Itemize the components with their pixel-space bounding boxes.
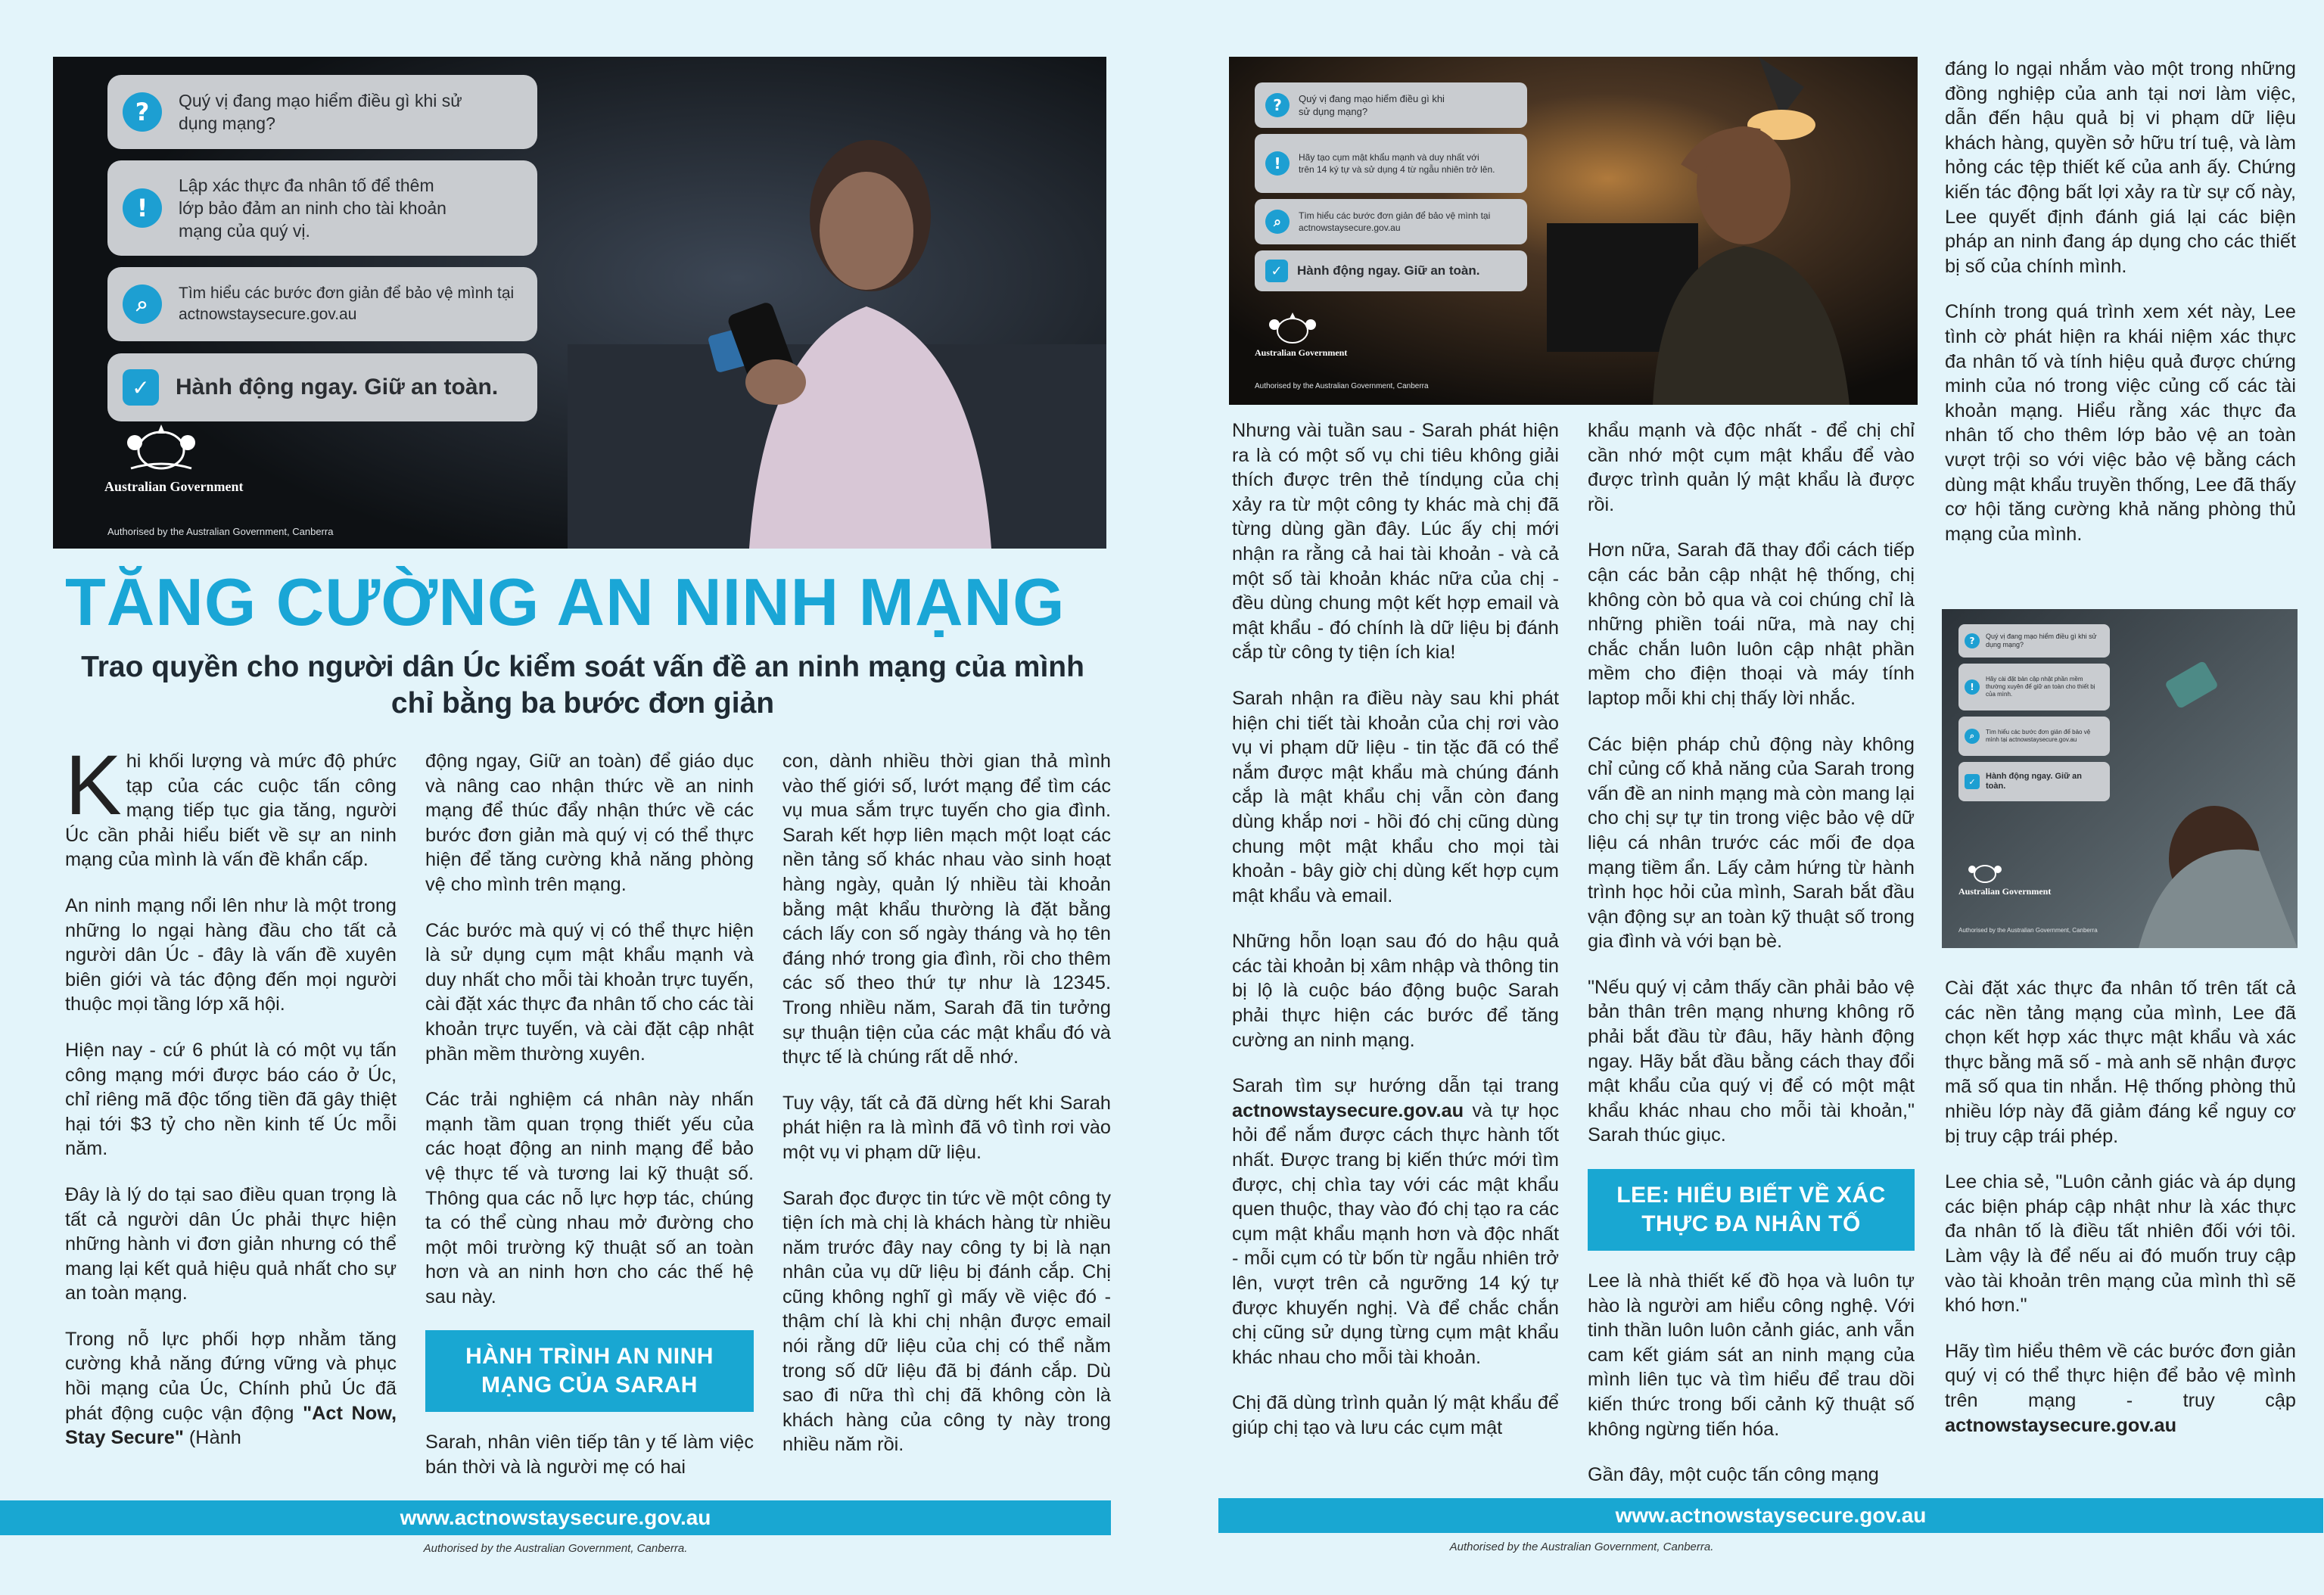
paragraph: Cài đặt xác thực đa nhân tố trên tất cả các nền tảng mạng của mình, Lee đã chọn kết hợp xác thực mật khẩu và xác thực bằng mã số - mà anh sẽ nhận được mã số qua tin nhắn. Hệ thống phòng thủ nhiều lớp này đã giảm đáng kể nguy cơ bị truy cập trái phép. bbox=[1945, 978, 2296, 1147]
paragraph: Nhưng vài tuần sau - Sarah phát hiện ra là có một số vụ chi tiêu không giải thích được trên thẻ tíndụng của chị xảy ra từ một công ty khác mà chị đã từng dùng gần đây. Lúc ấy chị mới nhận ra rằng cả hai tài khoản - và cả một số tài khoản khác nữa của chị - đều dùng chung một kết hợp email và mật khẩu - đó chính là dữ liệu bị đánh cắp từ công ty tiện ích kia! bbox=[1232, 420, 1559, 664]
right-ad-authorised-text: Authorised by the Australian Government, Canberra bbox=[1255, 382, 1429, 390]
left-ad-search-box: ⌕ Tìm hiểu các bước đơn giản để bảo vệ mình tại actnowstaysecure.gov.au bbox=[107, 267, 537, 341]
left-page bbox=[0, 0, 1150, 1595]
shield-check-icon: ✓ bbox=[1265, 260, 1288, 282]
paragraph: Sarah đọc được tin tức về một công ty tiện ích mà chị là khách hàng từ nhiều năm trước đây nay công ty bị là nạn nhân của vụ dữ liệu bị đánh cắp. Chị cũng không nghĩ gì mấy về việc đó - thậm chí là khi chị nhận được email nói rằng dữ liệu của chị có thể nằm trong số dữ liệu đã bị đánh cắp. Dù sao đi nữa thì chị đã không còn là khách hàng của công ty này trong nhiều năm rồi. bbox=[782, 1187, 1111, 1456]
left-ad-gov-logo: Australian Government bbox=[104, 420, 244, 495]
section-heading-lee: LEE: HIỂU BIẾT VỀ XÁC THỰC ĐA NHÂN TỐ bbox=[1588, 1169, 1915, 1251]
paragraph: đáng lo ngại nhắm vào một trong những đồng nghiệp của anh tại nơi làm việc, dẫn đến hậu quả bị vi phạm dữ liệu khách hàng, quyền sở hữu trí tuệ, và làm hỏng các tệp thiết kế của anh ấy. Chứng kiến tác động bất lợi xảy ra từ sự cố này, Lee quyết định đánh giá lại các biện pháp an ninh đang áp dụng cho các thiết bị số của chính mình. bbox=[1945, 58, 2296, 277]
page-subtitle: Trao quyền cho người dân Úc kiểm soát vấn đề an ninh mạng của mình chỉ bằng ba bước đơn giản bbox=[81, 651, 1084, 720]
right-ad-gov-logo: Australian Government bbox=[1255, 309, 1347, 359]
search-icon: ⌕ bbox=[123, 284, 162, 324]
paragraph: An ninh mạng nổi lên như là một trong những lo ngại hàng đầu cho tất cả người dân Úc - đây là vấn đề xuyên biên giới và tác động đến mọi người thuộc mọi tầng lớp xã hội. bbox=[65, 894, 397, 1015]
paragraph: Những hỗn loạn sau đó do hậu quả các tài khoản bị xâm nhập và thông tin bị lộ là cuộc báo động buộc Sarah phải thực hiện các bước để tăng cường an ninh mạng. bbox=[1232, 931, 1559, 1051]
footer-authorised-text: Authorised by the Australian Government, Canberra. bbox=[423, 1542, 688, 1555]
paragraph: Sarah tìm sự hướng dẫn tại trang actnowstaysecure.gov.au và tự học hỏi để nắm được cách thực hành tốt nhất. Được trang bị kiến thức mới tìm được, chị chìa tay với các mật khẩu quen thuộc, thay vào đó chị tạo ra các cụm mật khẩu mạnh hơn và độc nhất - mỗi cụm có từ bốn từ ngẫu nhiên trở lên, vượt trên cả ngưỡng 14 ký tự được khuyến nghị. Và để chắc chắn chị cũng sử dụng từng cụm mật khẩu khác nhau cho mỗi tài khoản. bbox=[1232, 1075, 1559, 1368]
search-icon: ⌕ bbox=[1265, 210, 1290, 234]
left-ad-photo bbox=[53, 57, 1106, 549]
question-icon: ? bbox=[1265, 93, 1290, 117]
right-ad-search-box: ⌕ Tìm hiểu các bước đơn giản để bảo vệ mình tại actnowstaysecure.gov.au bbox=[1255, 199, 1527, 244]
section-heading-sarah: HÀNH TRÌNH AN NINH MẠNG CỦA SARAH bbox=[425, 1330, 754, 1412]
paragraph: Hơn nữa, Sarah đã thay đổi cách tiếp cận các bản cập nhật hệ thống, chị không còn bỏ qua và coi chúng chỉ là những phiền toái nữa, mà nay chị chắc chắn luôn luôn cập nhật phần mềm cho điện thoại và máy tính laptop mỗi khi chị thấy lời nhắc. bbox=[1588, 539, 1915, 709]
search-icon: ⌕ bbox=[1965, 729, 1980, 744]
paragraph: Chị đã dùng trình quản lý mật khẩu để giúp chị tạo và lưu các cụm mật bbox=[1232, 1392, 1559, 1438]
small-ad-act-box: ✓ Hành động ngay. Giữ an toàn. bbox=[1958, 762, 2110, 801]
dropcap: K bbox=[65, 738, 122, 832]
paragraph: Đây là lý do tại sao điều quan trọng là tất cả người dân Úc phải thực hiện những hành vi đơn giản nhưng có thể mang lại kết quả hiệu quả nhất cho sự an toàn mạng. bbox=[65, 1183, 397, 1304]
right-page bbox=[1181, 0, 2324, 1595]
paragraph: Các biện pháp chủ động này không chỉ củng cố khả năng của Sarah trong vấn đề an ninh mạng mà còn mang lại cho chị sự tự tin trong việc bảo vệ dữ liệu cá nhân trước các mối đe dọa mạng tiềm ẩn. Lấy cảm hứng từ hành trình học hỏi của mình, Sarah bắt đầu vận động sự an toàn kỹ thuật số trong gia đình và với bạn bè. bbox=[1588, 733, 1915, 953]
right-ad-photo bbox=[1229, 57, 1918, 405]
paragraph: con, dành nhiều thời gian thả mình vào thế giới số, lướt mạng để tìm các vụ mua sắm trực tuyến cho gia đình. Sarah kết hợp liên mạch một loạt các nền tảng số khác nhau vào sinh hoạt hàng ngày, quản lý nhiều tài khoản bằng mật khẩu thường là đặt bằng cách lấy con số ngày tháng và họ tên đáng nhớ trong gia đình, rồi cho thêm các số theo thứ tự như là 12345. Trong nhiều năm, Sarah đã tin tưởng sự thuận tiện của các mật khẩu đó và thực tế là chúng rất dễ nhớ. bbox=[782, 751, 1111, 1068]
paragraph: Trong nỗ lực phối hợp nhằm tăng cường khả năng đứng vững và phục hồi mạng của Úc, Chính phủ Úc đã phát động cuộc vận động "Act Now, Stay Secure" (Hành bbox=[65, 1328, 397, 1449]
page-title: TĂNG CƯỜNG AN NINH MẠNG bbox=[65, 564, 1066, 639]
paragraph: Sarah, nhân viên tiếp tân y tế làm việc bán thời và là người mẹ có hai bbox=[425, 1432, 754, 1478]
small-ad-photo bbox=[1942, 609, 2298, 948]
link-actnowstaysecure[interactable]: actnowstaysecure.gov.au bbox=[1945, 1414, 2177, 1436]
right-ad-question-box: ? Quý vị đang mạo hiểm điều gì khi sử dụng mạng? bbox=[1255, 82, 1527, 128]
right-ad-act-box: ✓ Hành động ngay. Giữ an toàn. bbox=[1255, 250, 1527, 291]
exclamation-icon: ! bbox=[123, 188, 162, 228]
right-ad-passphrase-box: ! Hãy tạo cụm mật khẩu mạnh và duy nhất với trên 14 ký tự và sử dụng 4 từ ngẫu nhiên trở lên. bbox=[1255, 134, 1527, 193]
left-ad-authorised-text: Authorised by the Australian Government, Canberra bbox=[107, 526, 334, 537]
small-ad-search-box: ⌕ Tìm hiểu các bước đơn giản để bảo vệ mình tại actnowstaysecure.gov.au bbox=[1958, 717, 2110, 756]
paragraph: khẩu mạnh và độc nhất - để chị chỉ cần nhớ một cụm mật khẩu để vào được trình quản lý mật khẩu là được rồi. bbox=[1588, 420, 1915, 515]
exclamation-icon: ! bbox=[1965, 679, 1980, 695]
paragraph: Khi khối lượng và mức độ phức tạp của các cuộc tấn công mạng tiếp tục gia tăng, người Úc cần phải hiểu biết về sự an ninh mạng của mình là vấn đề khẩn cấp. bbox=[65, 738, 397, 871]
shield-check-icon: ✓ bbox=[123, 369, 159, 406]
article-column-4 bbox=[1232, 418, 1559, 1441]
left-ad-question-box: ? Quý vị đang mạo hiểm điều gì khi sử dụng mạng? bbox=[107, 75, 537, 149]
paragraph: động ngay, Giữ an toàn) để giáo dục và nâng cao nhận thức về an ninh mạng để thúc đẩy nhận thức về các bước đơn giản mà quý vị có thể thực hiện để tăng cường khả năng phòng vệ cho mình trên mạng. bbox=[425, 751, 754, 895]
left-ad-mfa-box: ! Lập xác thực đa nhân tố để thêm lớp bảo đảm an ninh cho tài khoản mạng của quý vị. bbox=[107, 160, 537, 256]
link-actnowstaysecure[interactable]: actnowstaysecure.gov.au bbox=[1232, 1099, 1464, 1121]
paragraph: Hãy tìm hiểu thêm về các bước đơn giản quý vị có thể thực hiện để bảo vệ mình trên mạng - truy cập actnowstaysecure.gov.au bbox=[1945, 1340, 2296, 1436]
footer-url-link[interactable]: www.actnowstaysecure.gov.au bbox=[1218, 1498, 2323, 1533]
question-icon: ? bbox=[1965, 633, 1980, 648]
paragraph: Lee chia sẻ, "Luôn cảnh giác và áp dụng các biện pháp cập nhật như là xác thực đa nhân tố là điều tất nhiên đối với tôi. Làm vậy là để nếu ai đó muốn truy cập vào tài khoản trên mạng của mình thì sẽ khó hơn." bbox=[1945, 1171, 2296, 1317]
paragraph: Gần đây, một cuộc tấn công mạng bbox=[1588, 1464, 1879, 1486]
shield-check-icon: ✓ bbox=[1965, 774, 1980, 789]
left-ad-act-box: ✓ Hành động ngay. Giữ an toàn. bbox=[107, 353, 537, 421]
article-column-2 bbox=[425, 749, 754, 1480]
coat-of-arms-icon bbox=[104, 420, 218, 474]
small-ad-update-box: ! Hãy cài đặt bản cập nhật phần mềm thường xuyên để giữ an toàn cho thiết bị của mình. bbox=[1958, 664, 2110, 710]
small-ad-authorised-text: Authorised by the Australian Government, Canberra bbox=[1958, 927, 2098, 934]
article-column-6b bbox=[1945, 976, 2296, 1438]
small-ad-gov-logo: Australian Government bbox=[1958, 859, 2051, 897]
coat-of-arms-icon bbox=[1958, 859, 2011, 886]
small-ad-question-box: ? Quý vị đang mạo hiểm điều gì khi sử dụng mạng? bbox=[1958, 624, 2110, 658]
article-column-5 bbox=[1588, 418, 1915, 1488]
paragraph: "Nếu quý vị cảm thấy cần phải bảo vệ bản thân trên mạng nhưng không rõ phải bắt đầu từ đâu, hãy hành động ngay. Hãy bắt đầu bằng cách thay đổi mật khẩu của quý vị để có một mật khẩu khác nhau cho mỗi tài khoản," Sarah thúc giục. bbox=[1588, 976, 1915, 1146]
paragraph: Lee là nhà thiết kế đồ họa và luôn tự hào là người am hiểu công nghệ. Với tinh thần luôn luôn cảnh giác, anh vẫn cam kết giám sát an ninh mạng của mình liên tục và tìm hiểu để trau dồi kiến thức trong bối cảnh kỹ thuật số không ngừng tiến hóa. bbox=[1588, 1270, 1915, 1440]
paragraph: Chính trong quá trình xem xét này, Lee tình cờ phát hiện ra khái niệm xác thực đa nhân tố và tính hiệu quả được chứng minh của nó trong việc củng cố các tài khoản mạng. Hiểu rằng xác thực đa nhân tố cho thêm lớp bảo vệ an toàn vượt trội so với việc bảo vệ bằng cách dùng mật khẩu truyền thống, Lee đã thấy cơ hội tăng cường khả năng phòng thủ mạng của mình. bbox=[1945, 301, 2296, 545]
footer-url-link[interactable]: www.actnowstaysecure.gov.au bbox=[0, 1500, 1111, 1535]
footer-authorised-text: Authorised by the Australian Government, Canberra. bbox=[1449, 1541, 1714, 1553]
coat-of-arms-icon bbox=[1255, 309, 1330, 347]
exclamation-icon: ! bbox=[1265, 151, 1290, 176]
paragraph: Tuy vậy, tất cả đã dừng hết khi Sarah phát hiện ra là mình đã vô tình rơi vào một vụ vi phạm dữ liệu. bbox=[782, 1092, 1111, 1163]
article-column-3 bbox=[782, 749, 1111, 1457]
paragraph: Các trải nghiệm cá nhân này nhấn mạnh tầm quan trọng thiết yếu của các hoạt động an ninh mạng để bảo vệ thực tế và tương lai kỹ thuật số. Thông qua các nỗ lực hợp tác, chúng ta có thể cùng nhau mở đường cho một môi trường kỹ thuật số an toàn hơn và an ninh hơn cho các thế hệ sau này. bbox=[425, 1089, 754, 1307]
paragraph: Sarah nhận ra điều này sau khi phát hiện chi tiết tài khoản của chị rơi vào vụ vi phạm dữ liệu - tin tặc đã có thể nắm được mật khẩu mà chúng đánh cắp là mật khẩu chị vẫn còn đang dùng khắp nơi - hồi đó chị cũng dùng chung một mật khẩu cho mọi tài khoản - bây giờ chị dùng kết hợp cụm mật khẩu và email. bbox=[1232, 687, 1559, 906]
article-column-6 bbox=[1945, 57, 2296, 546]
article-column-1 bbox=[65, 738, 397, 1450]
question-icon: ? bbox=[123, 92, 162, 132]
paragraph: Hiện nay - cứ 6 phút là có một vụ tấn công mạng mới được báo cáo ở Úc, chỉ riêng mã độc tống tiền đã gây thiệt hại tới $3 tỷ cho nền kinh tế Úc mỗi năm. bbox=[65, 1039, 397, 1160]
paragraph: Các bước mà quý vị có thể thực hiện là sử dụng cụm mật khẩu mạnh và duy nhất cho mỗi tài khoản trực tuyến, cài đặt xác thực đa nhân tố cho các tài khoản trực tuyến, và cài đặt cập nhật phần mềm thường xuyên. bbox=[425, 919, 754, 1065]
